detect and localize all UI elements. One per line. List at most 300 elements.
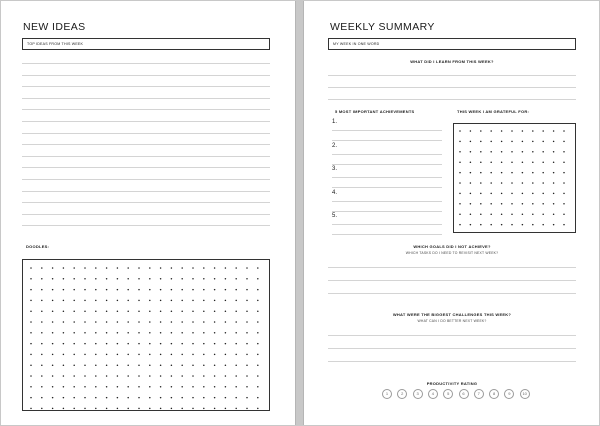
grid-dot <box>192 289 194 291</box>
rating-option-9[interactable]: 9 <box>504 389 514 399</box>
grid-dot <box>30 310 32 312</box>
grid-dot <box>52 300 54 302</box>
grid-dot <box>511 161 513 163</box>
grid-dot <box>127 332 129 334</box>
goals-line[interactable] <box>328 280 576 281</box>
grid-dot <box>41 267 43 269</box>
grid-dot <box>470 203 472 205</box>
grid-dot <box>257 332 259 334</box>
achievement-line[interactable] <box>332 130 442 131</box>
grid-dot <box>480 172 482 174</box>
grid-dot <box>459 182 461 184</box>
grid-dot <box>95 375 97 377</box>
grid-dot <box>106 300 108 302</box>
grid-dot <box>127 386 129 388</box>
achievement-line[interactable] <box>332 187 442 188</box>
grid-dot <box>41 332 43 334</box>
grid-dot <box>246 397 248 399</box>
left-page <box>1 1 295 425</box>
grid-dot <box>138 267 140 269</box>
grid-dot <box>563 130 565 132</box>
goals-subquestion: WHICH TASKS DO I NEED TO REVISIT NEXT WEEK? <box>405 251 499 255</box>
grid-dot <box>127 343 129 345</box>
grid-dot <box>214 278 216 280</box>
idea-line[interactable] <box>22 86 270 87</box>
grid-dot <box>106 332 108 334</box>
achievement-line[interactable] <box>332 224 442 225</box>
challenges-line[interactable] <box>328 335 576 336</box>
grid-dot <box>117 397 119 399</box>
grid-dot <box>553 172 555 174</box>
challenges-line[interactable] <box>328 348 576 349</box>
grid-dot <box>160 278 162 280</box>
grid-dot <box>171 289 173 291</box>
grid-dot <box>63 364 65 366</box>
grid-dot <box>73 364 75 366</box>
grid-dot <box>52 310 54 312</box>
grid-dot <box>235 386 237 388</box>
grid-dot <box>203 332 205 334</box>
grid-dot <box>459 224 461 226</box>
grid-dot <box>30 289 32 291</box>
grid-dot <box>106 408 108 410</box>
grid-dot <box>149 289 151 291</box>
grid-dot <box>480 161 482 163</box>
grid-dot <box>501 130 503 132</box>
grid-dot <box>192 300 194 302</box>
grid-dot <box>149 397 151 399</box>
grid-dot <box>235 397 237 399</box>
grid-dot <box>246 386 248 388</box>
grid-dot <box>532 182 534 184</box>
grid-dot <box>501 172 503 174</box>
achievement-line[interactable] <box>332 211 442 212</box>
grid-dot <box>138 343 140 345</box>
grid-dot <box>30 321 32 323</box>
grid-dot <box>171 310 173 312</box>
grid-dot <box>127 397 129 399</box>
grid-dot <box>192 375 194 377</box>
grid-dot <box>459 203 461 205</box>
grid-dot <box>171 354 173 356</box>
achievement-line[interactable] <box>332 154 442 155</box>
achievement-line[interactable] <box>332 164 442 165</box>
grid-dot <box>214 343 216 345</box>
grid-dot <box>106 397 108 399</box>
grid-dot <box>181 267 183 269</box>
grid-dot <box>149 300 151 302</box>
idea-line[interactable] <box>22 167 270 168</box>
grid-dot <box>246 321 248 323</box>
grid-dot <box>171 300 173 302</box>
achievement-line[interactable] <box>332 177 442 178</box>
rating-option-5[interactable]: 5 <box>443 389 453 399</box>
grid-dot <box>542 203 544 205</box>
grid-dot <box>73 354 75 356</box>
grid-dot <box>73 310 75 312</box>
grid-dot <box>63 300 65 302</box>
grid-dot <box>490 161 492 163</box>
rating-option-3[interactable]: 3 <box>413 389 423 399</box>
grid-dot <box>511 172 513 174</box>
grid-dot <box>225 321 227 323</box>
goals-question: WHICH GOALS DID I NOT ACHIEVE? <box>413 244 491 249</box>
grid-dot <box>511 213 513 215</box>
grid-dot <box>95 364 97 366</box>
grid-dot <box>30 267 32 269</box>
grid-dot <box>563 193 565 195</box>
grateful-label: THIS WEEK I AM GRATEFUL FOR: <box>457 109 530 114</box>
grid-dot <box>522 161 524 163</box>
grid-dot <box>235 278 237 280</box>
grid-dot <box>522 130 524 132</box>
grid-dot <box>257 278 259 280</box>
grid-dot <box>41 278 43 280</box>
grid-dot <box>149 354 151 356</box>
grid-dot <box>225 408 227 410</box>
grid-dot <box>522 151 524 153</box>
grid-dot <box>203 310 205 312</box>
grid-dot <box>257 289 259 291</box>
grid-dot <box>149 343 151 345</box>
rating-option-2[interactable]: 2 <box>397 389 407 399</box>
grid-dot <box>95 278 97 280</box>
grid-dot <box>225 289 227 291</box>
grid-dot <box>181 386 183 388</box>
grid-dot <box>490 213 492 215</box>
idea-line[interactable] <box>22 75 270 76</box>
grid-dot <box>532 193 534 195</box>
grid-dot <box>84 375 86 377</box>
grid-dot <box>192 343 194 345</box>
grid-dot <box>192 310 194 312</box>
grid-dot <box>117 300 119 302</box>
grid-dot <box>214 267 216 269</box>
grid-dot <box>181 397 183 399</box>
grid-dot <box>160 300 162 302</box>
grid-dot <box>246 332 248 334</box>
idea-line[interactable] <box>22 179 270 180</box>
grid-dot <box>192 364 194 366</box>
doodles-label: DOODLES: <box>26 244 50 249</box>
grid-dot <box>52 321 54 323</box>
rating-option-6[interactable]: 6 <box>459 389 469 399</box>
grid-dot <box>235 354 237 356</box>
grid-dot <box>192 354 194 356</box>
grid-dot <box>459 213 461 215</box>
grid-dot <box>117 364 119 366</box>
grid-dot <box>470 161 472 163</box>
learn-question: WHAT DID I LEARN FROM THIS WEEK? <box>410 59 494 64</box>
grid-dot <box>553 224 555 226</box>
rating-option-7[interactable]: 7 <box>474 389 484 399</box>
grid-dot <box>522 213 524 215</box>
grid-dot <box>470 182 472 184</box>
grid-dot <box>522 172 524 174</box>
grid-dot <box>553 213 555 215</box>
week-in-one-word-box[interactable] <box>328 38 576 50</box>
rating-option-1[interactable]: 1 <box>382 389 392 399</box>
grid-dot <box>52 289 54 291</box>
grid-dot <box>480 193 482 195</box>
grid-dot <box>203 408 205 410</box>
grid-dot <box>138 289 140 291</box>
grid-dot <box>522 224 524 226</box>
grid-dot <box>95 310 97 312</box>
grid-dot <box>459 130 461 132</box>
grid-dot <box>246 289 248 291</box>
idea-line[interactable] <box>22 202 270 203</box>
grid-dot <box>63 397 65 399</box>
grid-dot <box>160 386 162 388</box>
grid-dot <box>73 386 75 388</box>
grid-dot <box>235 321 237 323</box>
grid-dot <box>30 332 32 334</box>
grid-dot <box>138 354 140 356</box>
grid-dot <box>41 343 43 345</box>
week-in-one-word-label: MY WEEK IN ONE WORD <box>333 42 380 46</box>
grid-dot <box>30 354 32 356</box>
grid-dot <box>30 300 32 302</box>
grid-dot <box>480 151 482 153</box>
grid-dot <box>542 141 544 143</box>
achievement-number: 1. <box>332 119 338 125</box>
grid-dot <box>257 364 259 366</box>
grid-dot <box>181 408 183 410</box>
grid-dot <box>171 364 173 366</box>
grid-dot <box>203 397 205 399</box>
grid-dot <box>63 332 65 334</box>
grid-dot <box>73 267 75 269</box>
grid-dot <box>117 332 119 334</box>
grid-dot <box>203 386 205 388</box>
grid-dot <box>41 386 43 388</box>
grid-dot <box>63 289 65 291</box>
grid-dot <box>63 310 65 312</box>
grid-dot <box>63 321 65 323</box>
grid-dot <box>95 267 97 269</box>
grid-dot <box>214 332 216 334</box>
rating-option-10[interactable]: 10 <box>520 389 530 399</box>
rating-option-4[interactable]: 4 <box>428 389 438 399</box>
grid-dot <box>542 182 544 184</box>
grid-dot <box>52 278 54 280</box>
idea-line[interactable] <box>22 121 270 122</box>
grid-dot <box>532 213 534 215</box>
grid-dot <box>138 321 140 323</box>
grid-dot <box>117 321 119 323</box>
goals-line[interactable] <box>328 293 576 294</box>
grid-dot <box>95 332 97 334</box>
grid-dot <box>246 354 248 356</box>
doodles-dot-grid[interactable] <box>22 259 270 411</box>
idea-line[interactable] <box>22 98 270 99</box>
grid-dot <box>73 278 75 280</box>
achievement-number: 4. <box>332 189 338 196</box>
grid-dot <box>106 310 108 312</box>
grid-dot <box>52 332 54 334</box>
grid-dot <box>84 364 86 366</box>
grid-dot <box>563 161 565 163</box>
grid-dot <box>225 267 227 269</box>
grid-dot <box>501 141 503 143</box>
grid-dot <box>203 375 205 377</box>
achievement-line[interactable] <box>332 201 442 202</box>
grid-dot <box>127 267 129 269</box>
grid-dot <box>127 310 129 312</box>
grid-dot <box>214 375 216 377</box>
grid-dot <box>30 278 32 280</box>
grid-dot <box>95 408 97 410</box>
grid-dot <box>138 278 140 280</box>
grid-dot <box>127 354 129 356</box>
grid-dot <box>41 289 43 291</box>
grid-dot <box>171 321 173 323</box>
grid-dot <box>501 182 503 184</box>
grid-dot <box>225 364 227 366</box>
grid-dot <box>563 141 565 143</box>
grid-dot <box>63 386 65 388</box>
grid-dot <box>563 172 565 174</box>
grid-dot <box>160 289 162 291</box>
top-ideas-label: TOP IDEAS FROM THIS WEEK <box>27 42 84 46</box>
grid-dot <box>553 130 555 132</box>
grid-dot <box>246 310 248 312</box>
idea-line[interactable] <box>22 225 270 226</box>
grid-dot <box>225 300 227 302</box>
grid-dot <box>63 343 65 345</box>
grid-dot <box>225 397 227 399</box>
rating-option-8[interactable]: 8 <box>489 389 499 399</box>
idea-line[interactable] <box>22 191 270 192</box>
grid-dot <box>532 141 534 143</box>
top-ideas-box[interactable] <box>22 38 270 50</box>
grid-dot <box>192 408 194 410</box>
idea-line[interactable] <box>22 109 270 110</box>
grid-dot <box>257 386 259 388</box>
grid-dot <box>106 343 108 345</box>
grid-dot <box>84 289 86 291</box>
grid-dot <box>41 300 43 302</box>
grid-dot <box>480 130 482 132</box>
grid-dot <box>246 364 248 366</box>
grid-dot <box>490 130 492 132</box>
grid-dot <box>160 310 162 312</box>
grid-dot <box>246 375 248 377</box>
achievement-line[interactable] <box>332 140 442 141</box>
grid-dot <box>459 141 461 143</box>
grid-dot <box>225 332 227 334</box>
grid-dot <box>171 397 173 399</box>
idea-line[interactable] <box>22 156 270 157</box>
grid-dot <box>30 364 32 366</box>
grid-dot <box>480 224 482 226</box>
grid-dot <box>553 141 555 143</box>
grid-dot <box>52 343 54 345</box>
grid-dot <box>214 321 216 323</box>
idea-line[interactable] <box>22 63 270 64</box>
grid-dot <box>192 267 194 269</box>
grid-dot <box>52 375 54 377</box>
grid-dot <box>127 300 129 302</box>
grid-dot <box>138 364 140 366</box>
grid-dot <box>511 224 513 226</box>
grid-dot <box>63 375 65 377</box>
idea-line[interactable] <box>22 133 270 134</box>
grid-dot <box>160 354 162 356</box>
idea-line[interactable] <box>22 144 270 145</box>
grid-dot <box>84 386 86 388</box>
grid-dot <box>542 151 544 153</box>
grid-dot <box>73 321 75 323</box>
grid-dot <box>490 172 492 174</box>
grid-dot <box>117 386 119 388</box>
grid-dot <box>235 408 237 410</box>
grid-dot <box>106 321 108 323</box>
grid-dot <box>117 267 119 269</box>
grid-dot <box>84 321 86 323</box>
grid-dot <box>490 182 492 184</box>
grid-dot <box>138 332 140 334</box>
grid-dot <box>106 267 108 269</box>
learn-line[interactable] <box>328 87 576 88</box>
grid-dot <box>160 343 162 345</box>
grid-dot <box>257 267 259 269</box>
grid-dot <box>149 375 151 377</box>
grid-dot <box>127 289 129 291</box>
grid-dot <box>149 364 151 366</box>
grid-dot <box>235 332 237 334</box>
grid-dot <box>41 375 43 377</box>
grid-dot <box>117 375 119 377</box>
grid-dot <box>192 332 194 334</box>
learn-line[interactable] <box>328 99 576 100</box>
grid-dot <box>235 343 237 345</box>
grid-dot <box>84 354 86 356</box>
grid-dot <box>511 203 513 205</box>
grid-dot <box>563 182 565 184</box>
grid-dot <box>41 408 43 410</box>
grid-dot <box>95 343 97 345</box>
grid-dot <box>95 300 97 302</box>
grid-dot <box>84 267 86 269</box>
grid-dot <box>246 300 248 302</box>
grid-dot <box>225 343 227 345</box>
grid-dot <box>192 386 194 388</box>
learn-line[interactable] <box>328 75 576 76</box>
grid-dot <box>106 289 108 291</box>
idea-line[interactable] <box>22 214 270 215</box>
achievement-line[interactable] <box>332 234 442 235</box>
challenges-line[interactable] <box>328 361 576 362</box>
grid-dot <box>84 310 86 312</box>
grid-dot <box>181 354 183 356</box>
grid-dot <box>257 300 259 302</box>
grid-dot <box>117 343 119 345</box>
grid-dot <box>117 408 119 410</box>
grid-dot <box>52 267 54 269</box>
grid-dot <box>235 267 237 269</box>
grid-dot <box>181 364 183 366</box>
goals-line[interactable] <box>328 267 576 268</box>
grid-dot <box>138 310 140 312</box>
grateful-dot-grid[interactable] <box>453 123 576 233</box>
grid-dot <box>501 193 503 195</box>
grid-dot <box>127 278 129 280</box>
grid-dot <box>192 278 194 280</box>
grid-dot <box>127 408 129 410</box>
grid-dot <box>181 278 183 280</box>
